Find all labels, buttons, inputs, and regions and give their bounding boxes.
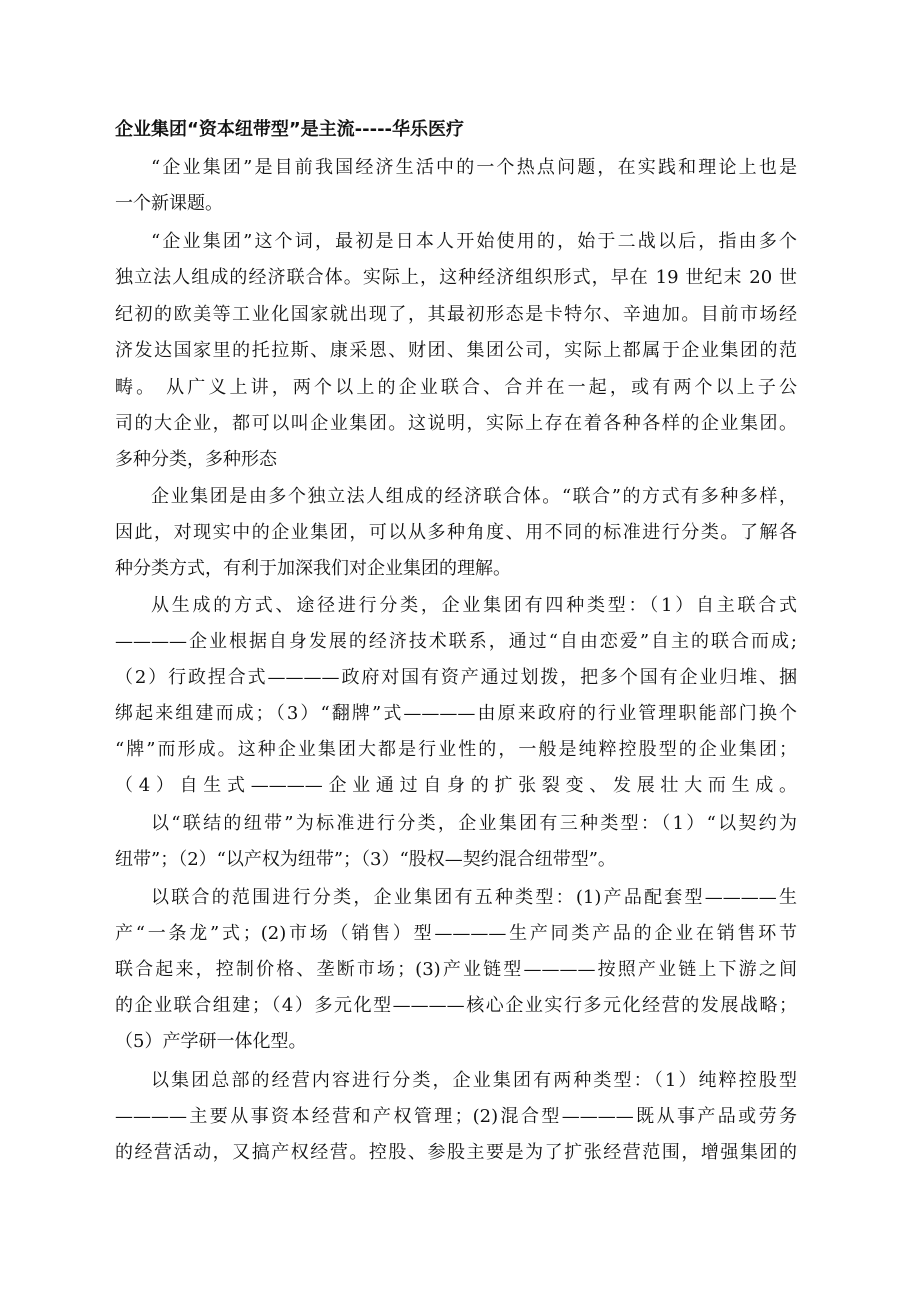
paragraph-2-line: 纪初的欧美等工业化国家就出现了，其最初形态是卡特尔、辛迪加。目前市场经 — [115, 304, 797, 325]
paragraph-5-line: 以“联结的纽带”为标准进行分类，企业集团有三种类型：（1）“以契约为 — [151, 813, 797, 834]
paragraph-1-line: “企业集团”是目前我国经济生活中的一个热点问题，在实践和理论上也是 — [151, 157, 797, 178]
paragraph-4-line: （2）行政捏合式————政府对国有资产通过划拨，把多个国有企业归堆、捆 — [115, 667, 797, 688]
paragraph-2-line: 畴。 从广义上讲，两个以上的企业联合、合并在一起，或有两个以上子公 — [115, 377, 797, 398]
paragraph-2-line: 多种分类，多种形态 — [115, 449, 277, 470]
paragraph-7-line: ————主要从事资本经营和产权管理；(2)混合型————既从事产品或劳务 — [115, 1106, 797, 1127]
paragraph-6-line: 联合起来，控制价格、垄断市场；(3)产业链型————按照产业链上下游之间 — [115, 959, 797, 980]
paragraph-4-line: （4）自生式————企业通过自身的扩张裂变、发展壮大而生成。 — [115, 775, 797, 796]
paragraph-5-line: 纽带”；（2）“以产权为纽带”；（3）“股权—契约混合纽带型”。 — [115, 849, 616, 870]
paragraph-2-line: 独立法人组成的经济联合体。实际上，这种经济组织形式，早在 19 世纪末 20 世 — [115, 267, 797, 288]
paragraph-1-line: 一个新课题。 — [115, 193, 223, 214]
paragraph-4-line: 绑起来组建而成；（3）“翻牌”式————由原来政府的行业管理职能部门换个 — [115, 703, 797, 724]
paragraph-3-line: 企业集团是由多个独立法人组成的经济联合体。“联合”的方式有多种多样， — [151, 486, 797, 507]
paragraph-7-line: 的经营活动，又搞产权经营。控股、参股主要是为了扩张经营范围，增强集团的 — [115, 1142, 797, 1163]
paragraph-4-line: “牌”而形成。这种企业集团大都是行业性的，一般是纯粹控股型的企业集团； — [115, 739, 797, 760]
paragraph-6-line: 的企业联合组建；（4）多元化型————核心企业实行多元化经营的发展战略； — [115, 995, 797, 1016]
document-title: 企业集团“资本纽带型”是主流-----华乐医疗 — [115, 119, 465, 140]
paragraph-2-line: 济发达国家里的托拉斯、康采恩、财团、集团公司，实际上都属于企业集团的范 — [115, 340, 797, 361]
paragraph-3-line: 种分类方式，有利于加深我们对企业集团的理解。 — [115, 558, 511, 579]
paragraph-2-line: “企业集团”这个词，最初是日本人开始使用的，始于二战以后，指由多个 — [151, 231, 797, 252]
paragraph-4-line: ————企业根据自身发展的经济技术联系，通过“自由恋爱”自主的联合而成; — [115, 631, 797, 652]
paragraph-2-line: 司的大企业，都可以叫企业集团。这说明，实际上存在着各种各样的企业集团。 — [115, 413, 797, 434]
paragraph-6-line: 以联合的范围进行分类，企业集团有五种类型：(1)产品配套型————生 — [151, 887, 797, 908]
paragraph-3-line: 因此，对现实中的企业集团，可以从多种角度、用不同的标准进行分类。了解各 — [115, 522, 797, 543]
paragraph-4-line: 从生成的方式、途径进行分类，企业集团有四种类型：（1）自主联合式 — [151, 595, 797, 616]
paragraph-6-line: 产“一条龙”式；(2)市场（销售）型————生产同类产品的企业在销售环节 — [115, 923, 797, 944]
paragraph-6-line: （5）产学研一体化型。 — [115, 1031, 307, 1052]
paragraph-7-line: 以集团总部的经营内容进行分类，企业集团有两种类型：（1）纯粹控股型 — [151, 1070, 797, 1091]
